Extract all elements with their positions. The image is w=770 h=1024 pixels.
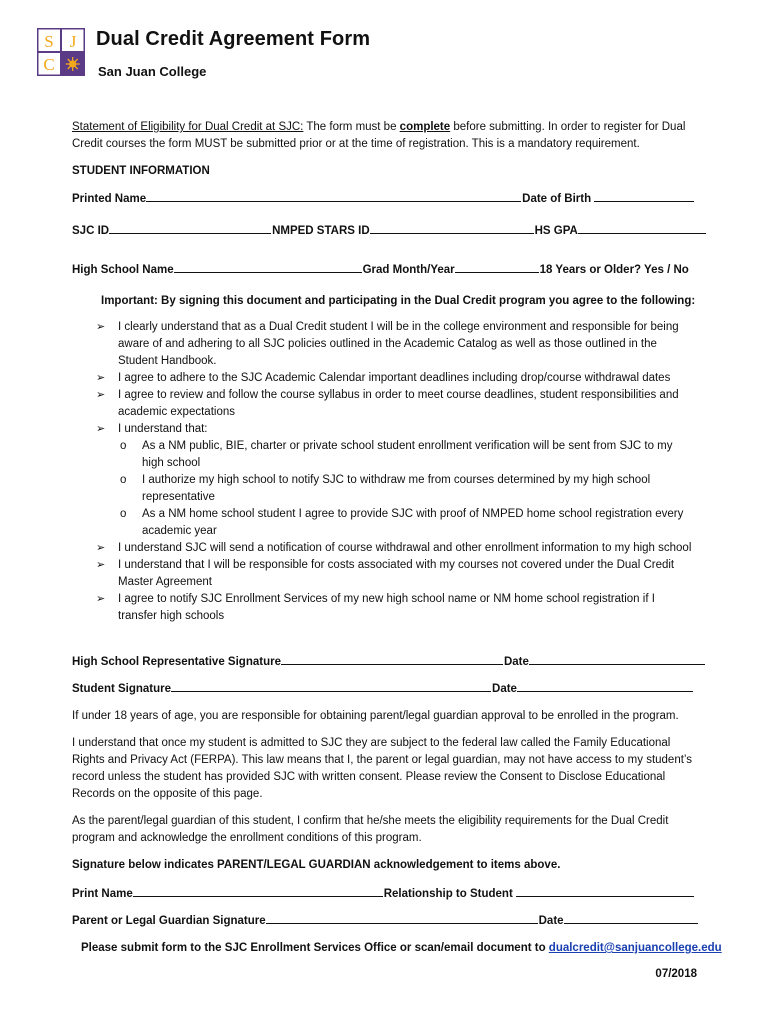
guardian-date-label: Date: [538, 915, 564, 927]
eligibility-heading: Statement of Eligibility for Dual Credit at SJC:: [72, 121, 304, 133]
print-name-field[interactable]: [133, 885, 383, 897]
sub-list-item: [96, 438, 696, 472]
list-item: [96, 387, 696, 421]
row-ids: [72, 222, 707, 240]
printed-name-label: Printed Name: [72, 193, 147, 205]
email-link[interactable]: dualcredit@sanjuancollege.edu: [548, 942, 722, 954]
student-date-label: Date: [492, 683, 517, 695]
sjc-id-label: SJC ID: [72, 225, 110, 237]
sjc-id-field[interactable]: [109, 222, 271, 234]
important-heading: Important: By signing this document and participating in the Dual Credit program you agree to the following:: [101, 295, 696, 307]
student-info-heading: STUDENT INFORMATION: [72, 165, 210, 177]
row-school: [72, 261, 689, 279]
dob-field[interactable]: [594, 190, 694, 202]
arrow-bullet-icon: ➢: [96, 423, 106, 435]
list-item: [96, 319, 696, 370]
guardian-confirmation-paragraph: As the parent/legal guardian of this student, I confirm that he/she meets the eligibility requirements for the Dual Credit program and acknowledge the enrollment conditions of this program.: [72, 815, 669, 844]
sub-list-item-text: As a NM public, BIE, charter or private school student enrollment verification will be sent from SJC to my high school: [142, 440, 673, 469]
hs-rep-label: High School Representative Signature: [72, 656, 281, 668]
sub-list-item: [96, 472, 696, 506]
logo-letter-s: S: [44, 32, 54, 51]
row-student-signature: [72, 680, 694, 698]
guardian-signature-label: Parent or Legal Guardian Signature: [72, 915, 266, 927]
list-item-text: I agree to notify SJC Enrollment Services of my new high school name or NM home school registration if I transfer high schools: [118, 593, 655, 622]
list-item-text: I understand SJC will send a notification of course withdrawal and other enrollment information to my high school: [118, 542, 692, 554]
list-item: [96, 421, 696, 438]
submit-instructions: [81, 940, 722, 957]
nmped-field[interactable]: [370, 222, 534, 234]
gpa-field[interactable]: [578, 222, 706, 234]
logo-letter-c: C: [43, 55, 55, 74]
dob-label: Date of Birth: [522, 193, 592, 205]
nmped-label: NMPED STARS ID: [272, 225, 370, 237]
list-item: [96, 540, 696, 557]
list-item-text: I agree to adhere to the SJC Academic Calendar important deadlines including drop/course withdrawal dates: [118, 372, 671, 384]
high-school-field[interactable]: [174, 261, 362, 273]
list-item-text: I clearly understand that as a Dual Credit student I will be in the college environment and responsible for being aware of and adhering to all SJC policies outlined in the Academic Catalog as well as those outlined in the Student Handbook.: [118, 321, 679, 367]
sub-list-item-text: I authorize my high school to notify SJC to withdraw me from courses determined by my high school representative: [142, 474, 651, 503]
guardian-signature-field[interactable]: [266, 912, 538, 924]
ferpa-paragraph: I understand that once my student is admitted to SJC they are subject to the federal law called the Family Educational Rights and Privacy Act (FERPA). This law means that I, the parent or legal guardian, may not have access to my student’s record unless the student has provided SJC with written consent. Please review the Consent to Disclose Educational Records on the opposite of this page.: [72, 737, 693, 800]
arrow-bullet-icon: ➢: [96, 372, 106, 384]
list-item: [96, 591, 696, 625]
list-item-text: I agree to review and follow the course syllabus in order to meet course deadlines, student responsibilities and academic expectations: [118, 389, 679, 418]
guardian-ack-heading: Signature below indicates PARENT/LEGAL GUARDIAN acknowledgement to items above.: [72, 859, 561, 871]
arrow-bullet-icon: ➢: [96, 321, 106, 333]
sjc-logo: [37, 28, 85, 76]
page-subtitle: San Juan College: [98, 64, 207, 79]
page-title: Dual Credit Agreement Form: [96, 28, 371, 50]
hs-rep-signature-field[interactable]: [281, 653, 503, 665]
list-item: [96, 557, 696, 591]
grad-field[interactable]: [455, 261, 539, 273]
printed-name-field[interactable]: [146, 190, 521, 202]
circle-bullet-icon: o: [120, 474, 127, 486]
list-item-text: I understand that:: [118, 423, 208, 435]
circle-bullet-icon: o: [120, 440, 127, 452]
relationship-label: Relationship to Student: [383, 888, 513, 900]
logo-letter-j: J: [69, 32, 77, 51]
row-guardian-name: [72, 885, 695, 903]
submit-text: Please submit form to the SJC Enrollment Services Office or scan/email document to: [81, 942, 549, 954]
age18-label: 18 Years or Older? Yes / No: [539, 264, 689, 276]
sub-list-item-text: As a NM home school student I agree to provide SJC with proof of NMPED home school registration every academic year: [142, 508, 684, 537]
sub-list-item: [96, 506, 696, 540]
hs-rep-date-label: Date: [503, 656, 529, 668]
relationship-field[interactable]: [516, 885, 694, 897]
arrow-bullet-icon: ➢: [96, 559, 106, 571]
agreement-list: [96, 319, 696, 625]
arrow-bullet-icon: ➢: [96, 542, 106, 554]
under-18-paragraph: If under 18 years of age, you are responsible for obtaining parent/legal guardian approval to be enrolled in the program.: [72, 710, 679, 722]
grad-label: Grad Month/Year: [362, 264, 455, 276]
row-hs-rep-signature: [72, 653, 706, 671]
circle-bullet-icon: o: [120, 508, 127, 520]
form-revision-date: 07/2018: [655, 968, 697, 980]
student-signature-field[interactable]: [171, 680, 491, 692]
eligibility-text-b: before submitting. In order to register for Dual Credit courses the form MUST be submitted prior or at the time of registration. This is a mandatory requirement.: [72, 121, 686, 150]
eligibility-text-a: The form must be: [303, 121, 400, 133]
high-school-label: High School Name: [72, 264, 174, 276]
row-guardian-signature: [72, 912, 699, 930]
hs-rep-date-field[interactable]: [529, 653, 705, 665]
complete-word: complete: [399, 121, 451, 133]
print-name-label: Print Name: [72, 888, 133, 900]
student-date-field[interactable]: [517, 680, 693, 692]
arrow-bullet-icon: ➢: [96, 593, 106, 605]
arrow-bullet-icon: ➢: [96, 389, 106, 401]
gpa-label: HS GPA: [534, 225, 578, 237]
row-name-dob: [72, 190, 695, 208]
student-signature-label: Student Signature: [72, 683, 172, 695]
eligibility-statement: [72, 119, 697, 153]
list-item: [96, 370, 696, 387]
list-item-text: I understand that I will be responsible for costs associated with my courses not covered under the Dual Credit Master Agreement: [118, 559, 675, 588]
guardian-date-field[interactable]: [564, 912, 698, 924]
